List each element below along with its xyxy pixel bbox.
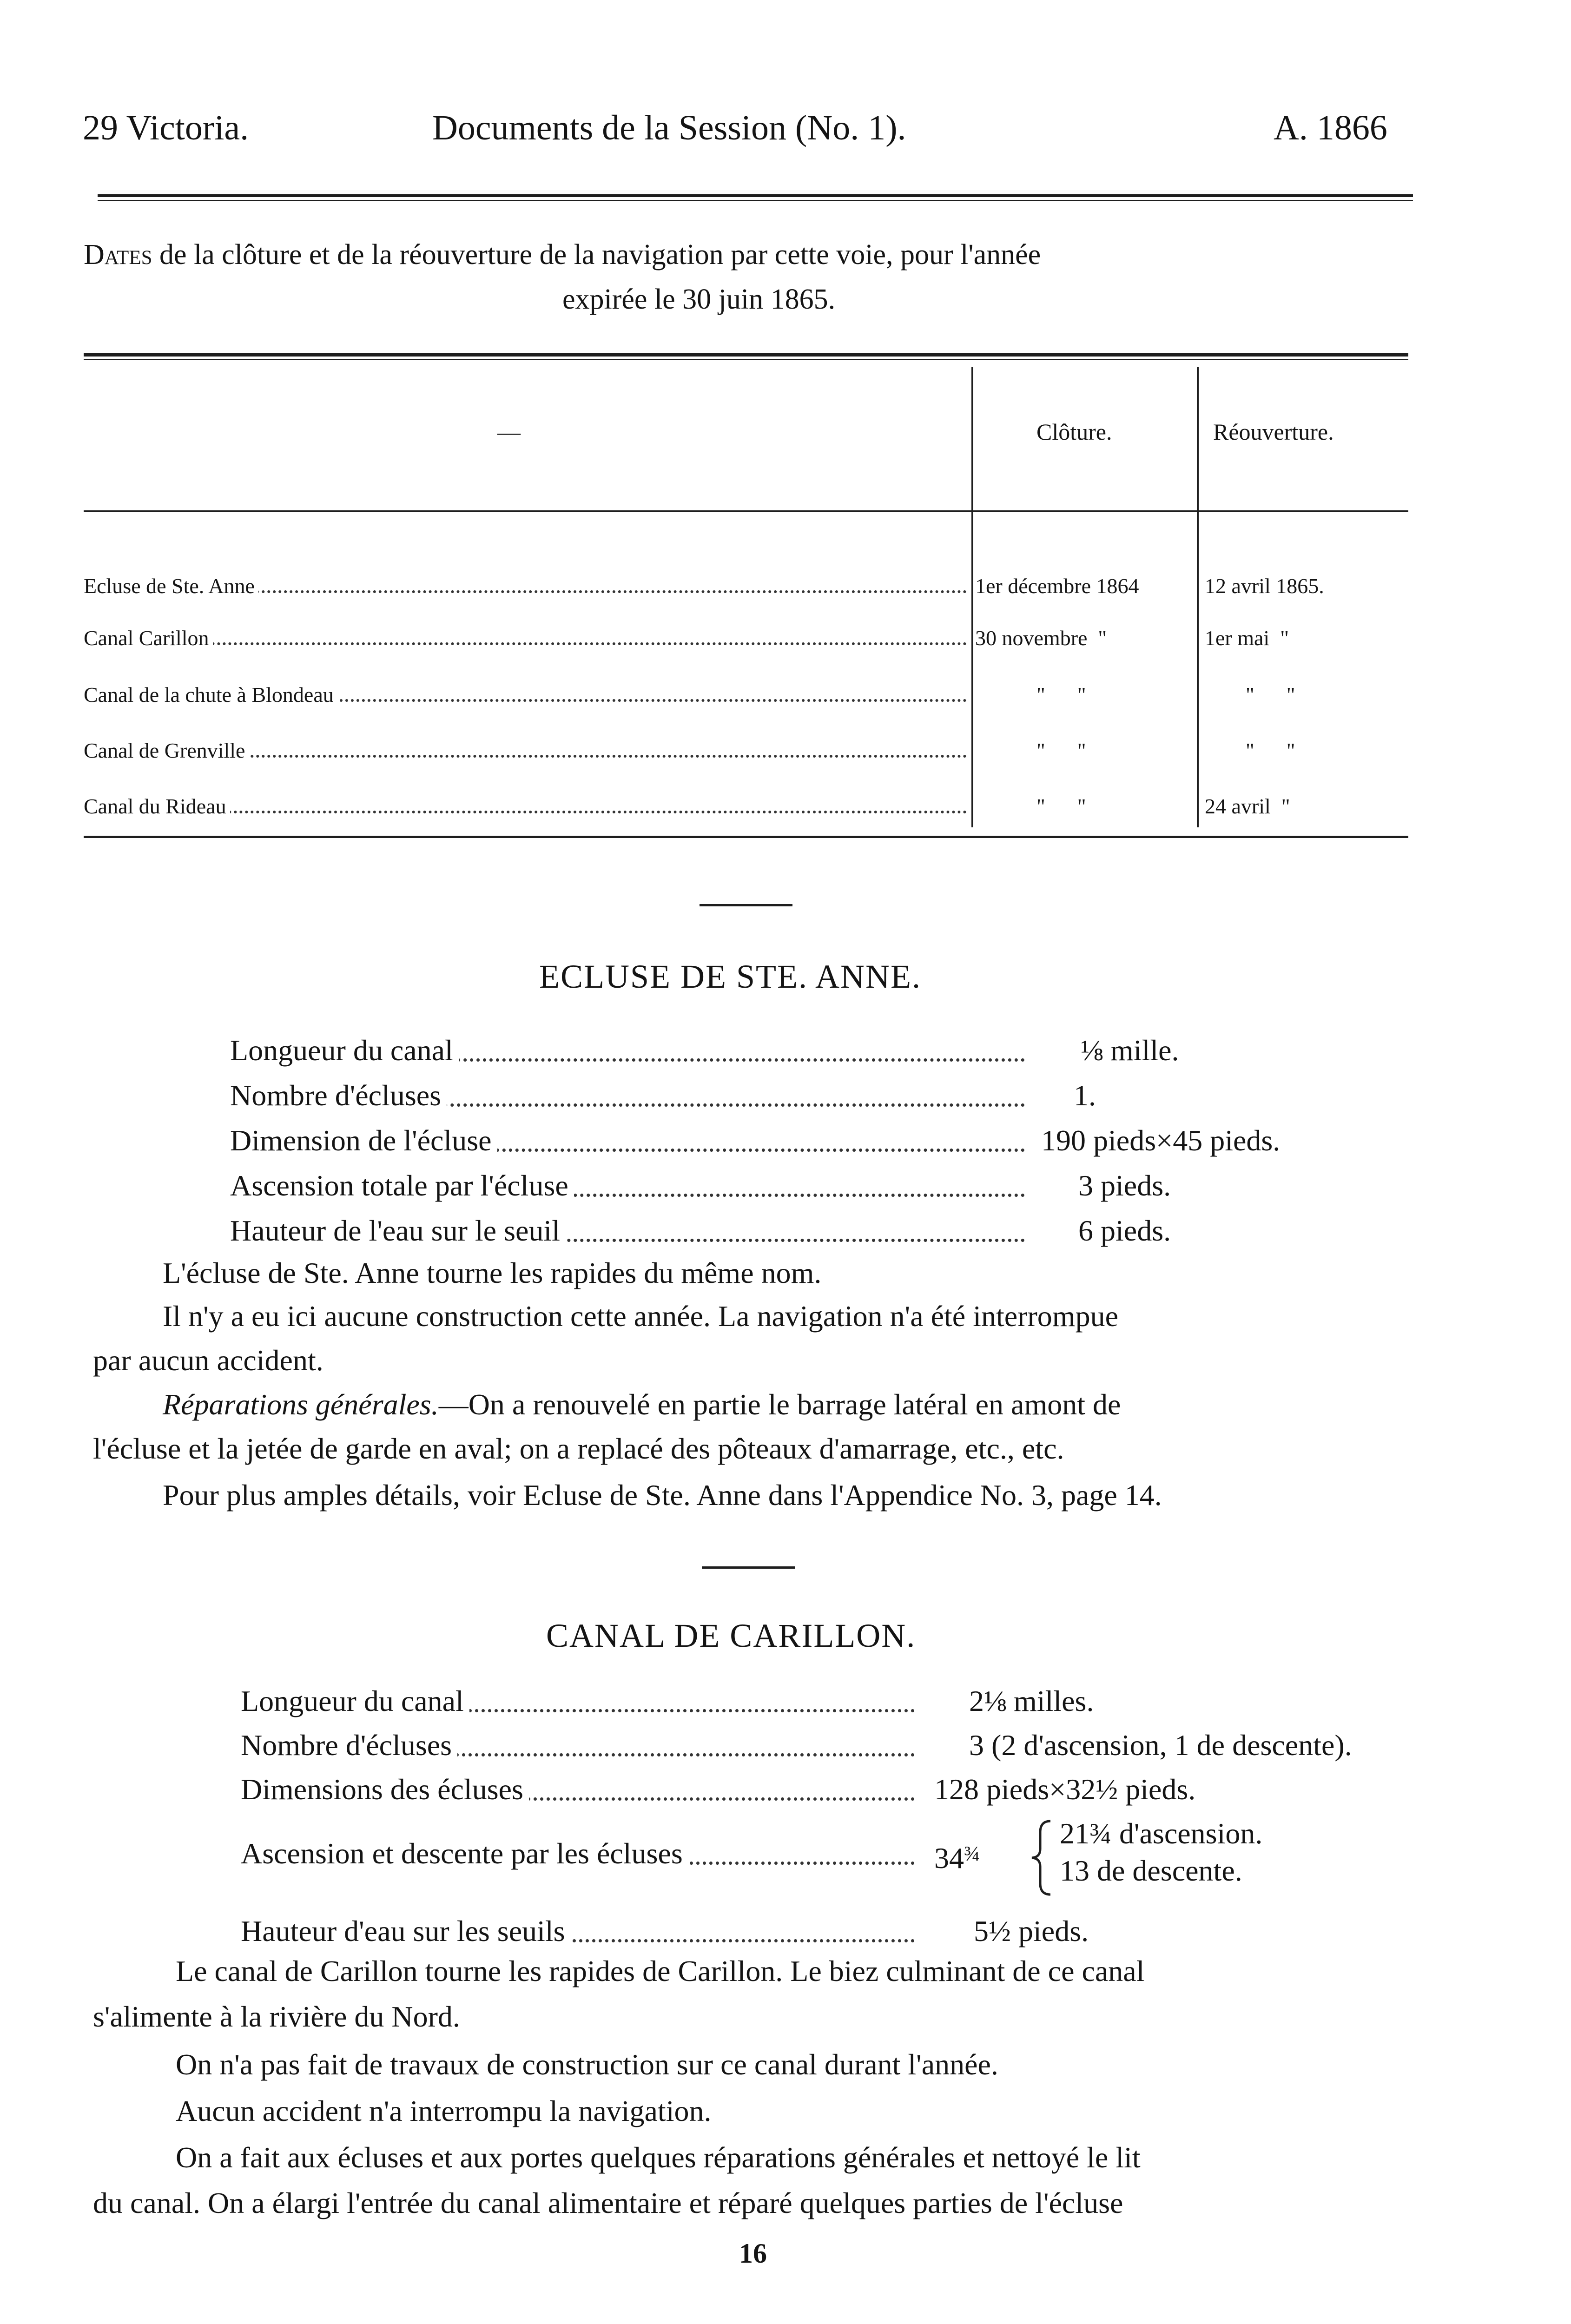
ecluse-item	[230, 1210, 1025, 1252]
brace-icon	[1027, 1818, 1055, 1897]
table-cell-reopen: 12 avril 1865.	[1205, 574, 1324, 598]
ecluse-title: ECLUSE DE STE. ANNE.	[539, 958, 921, 995]
ecluse-item-value: 190 pieds×45 pieds.	[1041, 1124, 1281, 1157]
table-cell-close: " "	[1036, 739, 1086, 762]
caption-line-1-text: de la clôture et de la réouverture de la navigation par cette voie, pour l'année	[159, 239, 1041, 271]
ecluse-paragraph-4: Pour plus amples détails, voir Ecluse de Ste. Anne dans l'Appendice No. 3, page 14.	[163, 1479, 1162, 1512]
ecluse-paragraph-2-line-1: Il n'y a eu ici aucune construction cette année. La navigation n'a été interrompue	[163, 1300, 1118, 1333]
ecluse-paragraph-3-line-1	[163, 1387, 1121, 1422]
table-row-name: Ecluse de Ste. Anne	[84, 570, 258, 602]
ecluse-item-label: Dimension de l'écluse	[230, 1120, 497, 1162]
ecluse-item	[230, 1075, 1025, 1116]
table-cell-close: " "	[1036, 683, 1086, 706]
ascension-total-whole: 34	[934, 1842, 964, 1875]
ecluse-item	[230, 1030, 1025, 1071]
table-cell-close: 30 novembre "	[975, 626, 1107, 650]
carillon-item	[241, 1910, 915, 1952]
ecluse-item-label: Nombre d'écluses	[230, 1075, 447, 1116]
table-top-rule-thin	[84, 359, 1408, 360]
ecluse-item	[230, 1165, 1025, 1207]
carillon-item-label: Hauteur d'eau sur les seuils	[241, 1910, 571, 1952]
carillon-item-value: 5½ pieds.	[974, 1915, 1089, 1948]
table-row	[84, 622, 967, 654]
header-rule	[98, 194, 1413, 197]
carillon-item-label: Dimensions des écluses	[241, 1769, 529, 1810]
caption-line-2: expirée le 30 juin 1865.	[562, 284, 836, 315]
reparations-heading: Réparations générales.	[163, 1388, 439, 1421]
table-header-reopen: Réouverture.	[1213, 419, 1334, 445]
carillon-item-label: Ascension et descente par les écluses	[241, 1833, 688, 1875]
carillon-item-value: 3 (2 d'ascension, 1 de descente).	[969, 1729, 1352, 1762]
carillon-item	[241, 1680, 915, 1722]
ecluse-item-label: Longueur du canal	[230, 1030, 459, 1071]
table-cell-reopen: 24 avril "	[1205, 794, 1290, 818]
table-cell-close: 1er décembre 1864	[975, 574, 1139, 598]
carillon-paragraph-2: On n'a pas fait de travaux de construction sur ce canal durant l'année.	[176, 2048, 998, 2081]
ecluse-paragraph-3-line-1-text: —On a renouvelé en partie le barrage latéral en amont de	[438, 1388, 1121, 1421]
table-bottom-rule	[84, 836, 1408, 838]
table-cell-reopen: " "	[1246, 683, 1295, 706]
section-separator	[700, 904, 792, 906]
table-col-divider-2	[1197, 367, 1199, 827]
caption-line-1	[84, 232, 1041, 277]
header-center: Documents de la Session (No. 1).	[432, 108, 906, 147]
table-col-divider-1	[971, 367, 973, 827]
page-number: 16	[739, 2238, 767, 2269]
ecluse-paragraph-2-line-2: par aucun accident.	[93, 1344, 323, 1377]
carillon-paragraph-3: Aucun accident n'a interrompu la navigation.	[176, 2094, 712, 2127]
ascension-line-2: 13 de descente.	[1060, 1854, 1242, 1887]
table-header-rule	[84, 510, 1408, 512]
header-rule-thin	[98, 200, 1413, 201]
table-row	[84, 734, 967, 767]
carillon-paragraph-1-line-2: s'alimente à la rivière du Nord.	[93, 2000, 460, 2033]
table-row	[84, 570, 967, 602]
table-row-name: Canal de Grenville	[84, 734, 249, 767]
ascension-line-1: 21¾ d'ascension.	[1060, 1817, 1263, 1850]
table-top-rule	[84, 353, 1408, 357]
table-row-name: Canal Carillon	[84, 622, 213, 654]
ecluse-item-value: ⅛ mille.	[1081, 1034, 1179, 1067]
ecluse-item-label: Hauteur de l'eau sur le seuil	[230, 1210, 566, 1252]
carillon-item-value: 128 pieds×32½ pieds.	[934, 1773, 1196, 1806]
carillon-item	[241, 1769, 915, 1810]
ecluse-item-label: Ascension totale par l'écluse	[230, 1165, 574, 1207]
ascension-total-fraction: ¾	[964, 1842, 980, 1865]
caption-dates-word: Dates	[84, 239, 152, 271]
ecluse-paragraph-1: L'écluse de Ste. Anne tourne les rapides du même nom.	[163, 1256, 822, 1289]
ecluse-item-value: 3 pieds.	[1078, 1169, 1171, 1202]
table-cell-reopen: " "	[1246, 739, 1295, 762]
carillon-paragraph-4-line-1: On a fait aux écluses et aux portes quelques réparations générales et nettoyé le lit	[176, 2141, 1141, 2174]
carillon-item-label: Nombre d'écluses	[241, 1724, 457, 1766]
table-row-name: Canal de la chute à Blondeau	[84, 679, 337, 711]
table-header-close: Clôture.	[1036, 419, 1112, 445]
carillon-item	[241, 1724, 915, 1766]
table-cell-close: " "	[1036, 794, 1086, 818]
carillon-paragraph-1-line-1: Le canal de Carillon tourne les rapides de Carillon. Le biez culminant de ce canal	[176, 1954, 1145, 1987]
carillon-item	[241, 1833, 915, 1875]
table-row	[84, 790, 967, 823]
section-separator	[702, 1566, 795, 1569]
ecluse-item-value: 1.	[1074, 1079, 1096, 1112]
table-row	[84, 679, 967, 711]
carillon-item-label: Longueur du canal	[241, 1680, 469, 1722]
ecluse-item	[230, 1120, 1025, 1162]
carillon-item-value: 2⅛ milles.	[969, 1684, 1094, 1717]
ascension-total	[934, 1833, 980, 1879]
header-right: A. 1866	[1274, 108, 1387, 147]
ecluse-item-value: 6 pieds.	[1078, 1214, 1171, 1247]
table-header-blank: —	[497, 419, 521, 445]
table-cell-reopen: 1er mai "	[1205, 626, 1289, 650]
header-left: 29 Victoria.	[83, 108, 249, 147]
carillon-paragraph-4-line-2: du canal. On a élargi l'entrée du canal alimentaire et réparé quelques parties de l'écluse	[93, 2186, 1123, 2219]
table-row-name: Canal du Rideau	[84, 790, 230, 823]
carillon-title: CANAL DE CARILLON.	[546, 1617, 916, 1654]
ecluse-paragraph-3-line-2: l'écluse et la jetée de garde en aval; on a replacé des pôteaux d'amarrage, etc., etc.	[93, 1432, 1064, 1465]
